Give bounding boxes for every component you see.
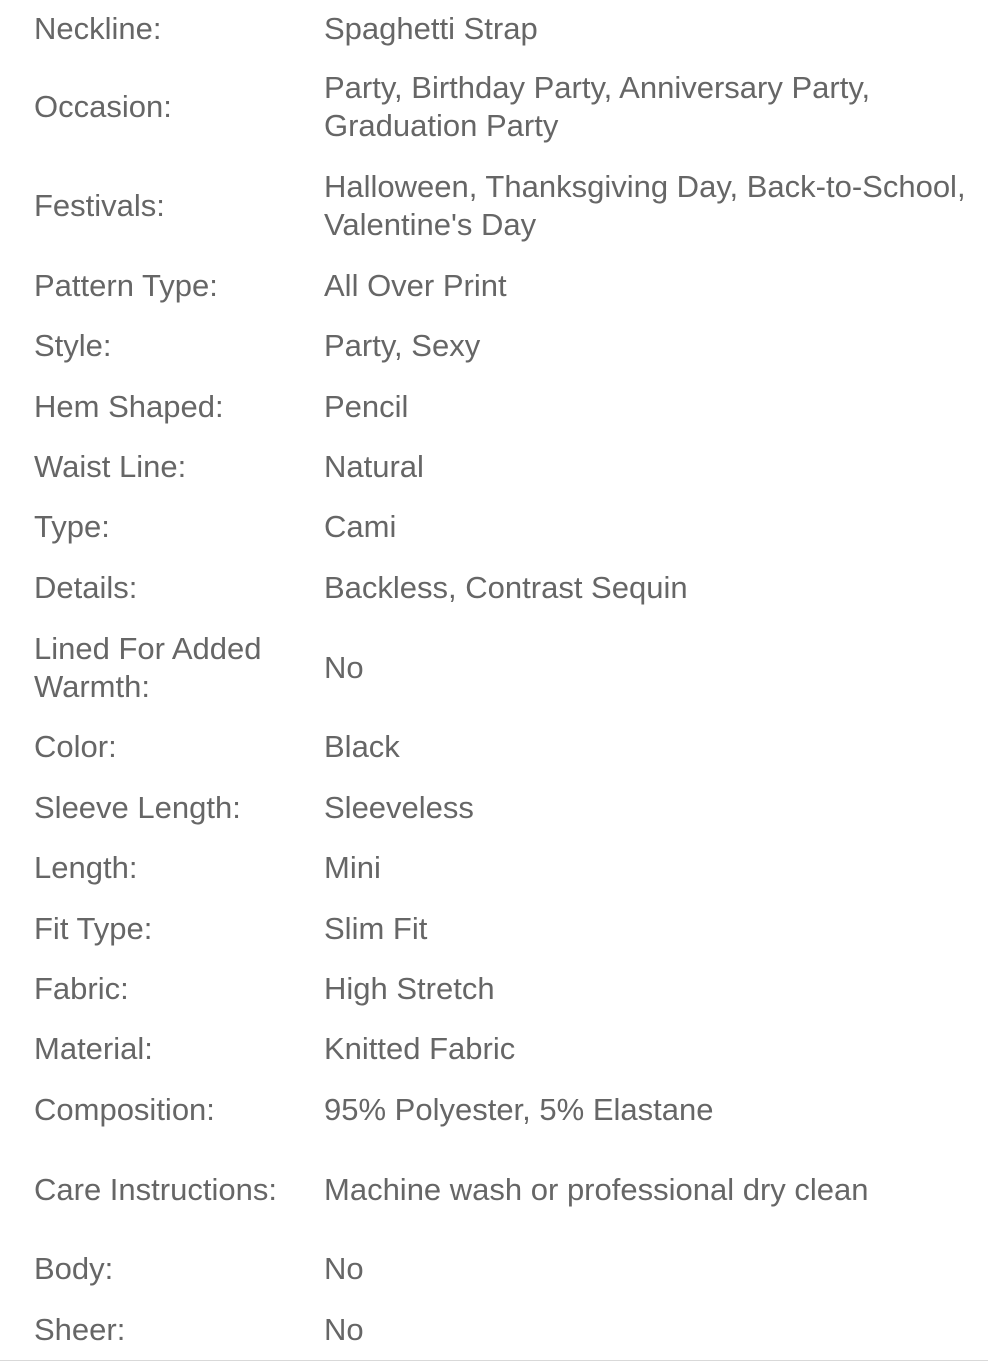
spec-value: Machine wash or professional dry clean bbox=[324, 1171, 869, 1207]
spec-row-waist-line bbox=[34, 437, 974, 497]
spec-row-care-instructions bbox=[34, 1140, 974, 1239]
spec-label: Care Instructions: bbox=[34, 1171, 277, 1207]
spec-label: Hem Shaped: bbox=[34, 388, 224, 424]
spec-row-hem-shaped bbox=[34, 376, 974, 436]
spec-label: Body: bbox=[34, 1251, 114, 1287]
spec-row-fabric bbox=[34, 959, 974, 1019]
spec-row-composition bbox=[34, 1080, 974, 1140]
spec-label: Fit Type: bbox=[34, 910, 153, 946]
spec-row-lined-for-added-warmth bbox=[34, 618, 974, 717]
spec-label: Style: bbox=[34, 328, 112, 364]
spec-value: Slim Fit bbox=[324, 910, 428, 946]
spec-label: Pattern Type: bbox=[34, 267, 218, 303]
spec-value: No bbox=[324, 1311, 364, 1347]
spec-value: Cami bbox=[324, 509, 397, 545]
spec-row-sheer bbox=[34, 1300, 974, 1360]
spec-value: No bbox=[324, 1251, 364, 1287]
spec-value: Backless, Contrast Sequin bbox=[324, 569, 688, 605]
spec-row-type bbox=[34, 497, 974, 557]
spec-row-color bbox=[34, 717, 974, 777]
spec-label: Sleeve Length: bbox=[34, 789, 241, 825]
spec-row-length bbox=[34, 838, 974, 898]
product-specs-table bbox=[34, 0, 974, 1360]
spec-row-pattern-type bbox=[34, 256, 974, 316]
spec-row-style bbox=[34, 316, 974, 376]
spec-value: Pencil bbox=[324, 388, 409, 424]
spec-label: Fabric: bbox=[34, 970, 129, 1006]
spec-row-details bbox=[34, 558, 974, 618]
spec-value: Spaghetti Strap bbox=[324, 10, 538, 46]
spec-value: High Stretch bbox=[324, 970, 495, 1006]
spec-value: Black bbox=[324, 729, 400, 765]
spec-row-fit-type bbox=[34, 898, 974, 958]
spec-label: Color: bbox=[34, 729, 117, 765]
spec-row-festivals bbox=[34, 156, 974, 255]
spec-label: Sheer: bbox=[34, 1311, 126, 1347]
spec-label: Festivals: bbox=[34, 187, 165, 223]
spec-label: Neckline: bbox=[34, 10, 162, 46]
spec-row-material bbox=[34, 1019, 974, 1079]
spec-value: Natural bbox=[324, 448, 424, 484]
spec-label: Details: bbox=[34, 569, 138, 605]
bottom-divider bbox=[0, 1360, 988, 1361]
spec-value: All Over Print bbox=[324, 267, 507, 303]
spec-row-sleeve-length bbox=[34, 778, 974, 838]
spec-label: Length: bbox=[34, 850, 138, 886]
spec-value: Party, Sexy bbox=[324, 328, 481, 364]
spec-value: Party, Birthday Party, Anniversary Party, Graduation Party bbox=[324, 69, 871, 143]
spec-label: Waist Line: bbox=[34, 448, 187, 484]
spec-value: 95% Polyester, 5% Elastane bbox=[324, 1091, 714, 1127]
spec-label: Type: bbox=[34, 509, 110, 545]
spec-value: Mini bbox=[324, 850, 381, 886]
spec-row-body bbox=[34, 1239, 974, 1299]
spec-row-neckline bbox=[34, 0, 974, 57]
spec-label: Composition: bbox=[34, 1091, 215, 1127]
spec-row-occasion bbox=[34, 57, 974, 156]
spec-label: Occasion: bbox=[34, 88, 172, 124]
spec-value: Sleeveless bbox=[324, 789, 474, 825]
spec-label: Lined For Added Warmth: bbox=[34, 630, 262, 704]
spec-label: Material: bbox=[34, 1031, 153, 1067]
spec-value: Halloween, Thanksgiving Day, Back-to-School, Valentine's Day bbox=[324, 168, 966, 242]
spec-value: No bbox=[324, 649, 364, 685]
spec-value: Knitted Fabric bbox=[324, 1031, 516, 1067]
